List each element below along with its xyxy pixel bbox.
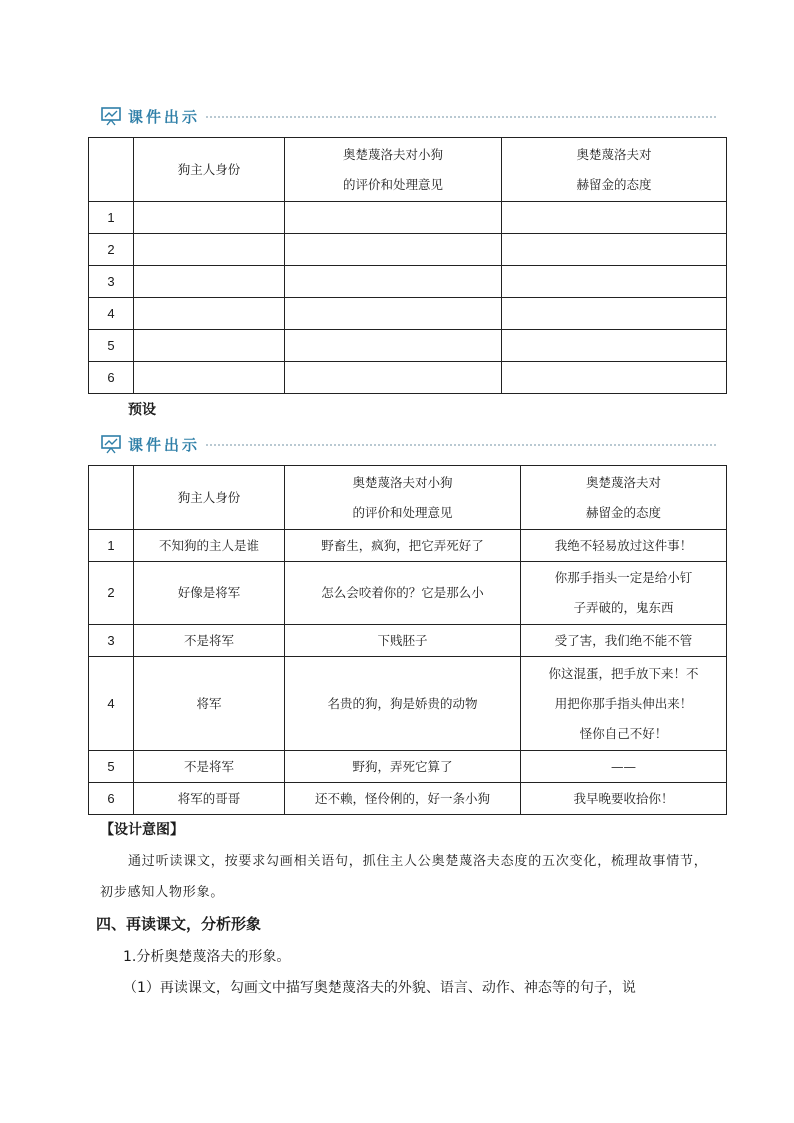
row-number: 6 <box>89 783 134 815</box>
dog-evaluation-cell: 野狗，弄死它算了 <box>285 751 521 783</box>
list-item: （1）再读课文，勾画文中描写奥楚蔑洛夫的外貌、语言、动作、神态等的句子，说 <box>123 980 636 996</box>
attitude-cell: 我早晚要收拾你！ <box>521 783 727 815</box>
row-number: 1 <box>89 530 134 562</box>
design-intent-label: 【设计意图】 <box>100 822 184 838</box>
table-row <box>89 657 727 751</box>
dog-evaluation-cell: 怎么会咬着你的？它是那么小 <box>285 562 521 625</box>
blank-table <box>88 137 727 394</box>
table-header-row <box>89 138 727 202</box>
header-cell: 狗主人身份 <box>134 138 285 202</box>
row-number: 6 <box>89 362 134 394</box>
table-row <box>89 625 727 657</box>
preset-label: 预设 <box>128 402 156 418</box>
dotted-divider <box>206 444 716 446</box>
row-number: 2 <box>89 234 134 266</box>
dog-evaluation-cell: 下贱胚子 <box>285 625 521 657</box>
dog-evaluation-cell: 还不赖，怪伶俐的，好一条小狗 <box>285 783 521 815</box>
attitude-cell: 你这混蛋，把手放下来！不 用把你那手指头伸出来！ 怪你自己不好！ <box>521 657 727 751</box>
attitude-cell: 受了害，我们绝不能不管 <box>521 625 727 657</box>
presentation-icon <box>100 434 122 454</box>
dotted-divider <box>206 116 716 118</box>
table-row <box>89 202 727 234</box>
design-intent-text: 通过听读课文，按要求勾画相关语句，抓住主人公奥楚蔑洛夫态度的五次变化，梳理故事情节，初步感知人物形象。 <box>100 854 708 900</box>
section-header <box>100 104 716 128</box>
table-header-row <box>89 466 727 530</box>
attitude-cell: 我绝不轻易放过这件事！ <box>521 530 727 562</box>
attitude-cell: 你那手指头一定是给小钉 子弄破的，鬼东西 <box>521 562 727 625</box>
row-number: 3 <box>89 266 134 298</box>
owner-identity-cell: 将军的哥哥 <box>134 783 285 815</box>
table-row <box>89 298 727 330</box>
header-cell <box>89 138 134 202</box>
owner-identity-cell: 好像是将军 <box>134 562 285 625</box>
row-number: 5 <box>89 330 134 362</box>
header-cell: 狗主人身份 <box>134 466 285 530</box>
row-number: 4 <box>89 298 134 330</box>
header-cell <box>89 466 134 530</box>
owner-identity-cell: 不是将军 <box>134 625 285 657</box>
filled-table <box>88 465 727 815</box>
row-number: 4 <box>89 657 134 751</box>
header-cell: 奥楚蔑洛夫对小狗 的评价和处理意见 <box>285 466 521 530</box>
dog-evaluation-cell: 野畜生，疯狗，把它弄死好了 <box>285 530 521 562</box>
table-row <box>89 330 727 362</box>
table-row <box>89 362 727 394</box>
owner-identity-cell: 将军 <box>134 657 285 751</box>
table-row <box>89 234 727 266</box>
row-number: 2 <box>89 562 134 625</box>
header-cell: 奥楚蔑洛夫对小狗 的评价和处理意见 <box>285 138 502 202</box>
table-row <box>89 266 727 298</box>
row-number: 5 <box>89 751 134 783</box>
section-title: 课件出示 <box>128 435 201 454</box>
table-row <box>89 783 727 815</box>
table-row <box>89 530 727 562</box>
header-cell: 奥楚蔑洛夫对 赫留金的态度 <box>521 466 727 530</box>
section-heading: 四、再读课文，分析形象 <box>96 915 262 933</box>
row-number: 1 <box>89 202 134 234</box>
presentation-icon <box>100 106 122 126</box>
row-number: 3 <box>89 625 134 657</box>
section-header <box>100 432 716 456</box>
dog-evaluation-cell: 名贵的狗，狗是娇贵的动物 <box>285 657 521 751</box>
owner-identity-cell: 不是将军 <box>134 751 285 783</box>
table-row <box>89 751 727 783</box>
table-row <box>89 562 727 625</box>
owner-identity-cell: 不知狗的主人是谁 <box>134 530 285 562</box>
attitude-cell: —— <box>521 751 727 783</box>
header-cell: 奥楚蔑洛夫对 赫留金的态度 <box>502 138 727 202</box>
section-title: 课件出示 <box>128 107 201 126</box>
list-item: 1.分析奥楚蔑洛夫的形象。 <box>123 949 291 965</box>
